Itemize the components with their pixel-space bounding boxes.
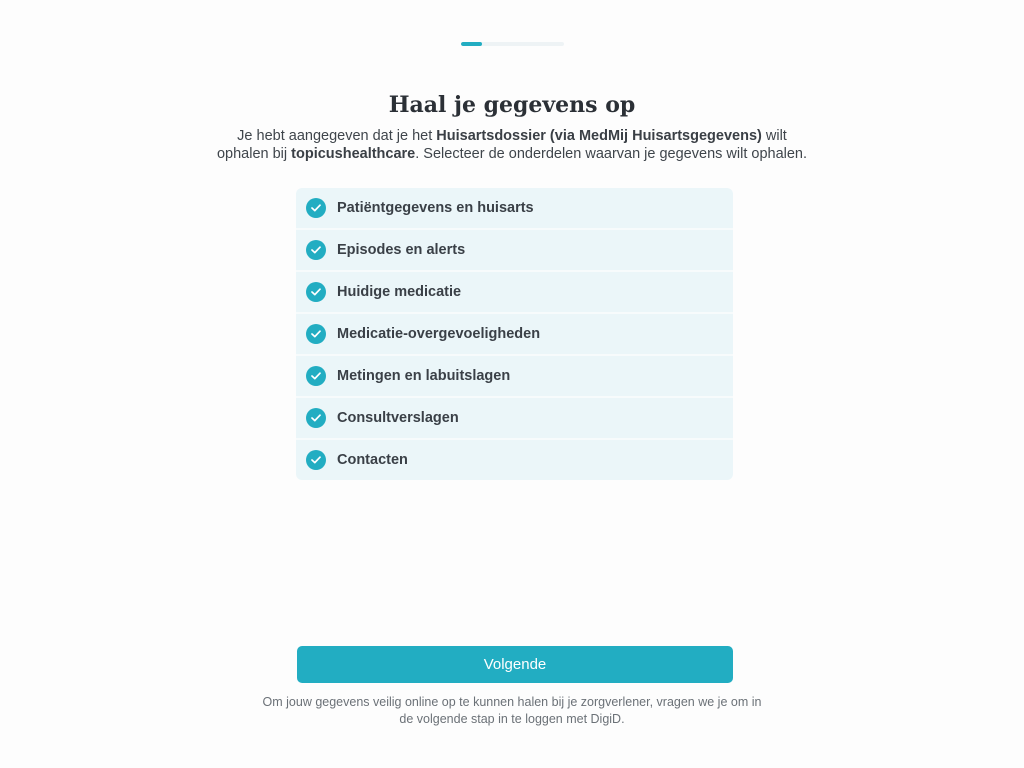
data-category-label: Episodes en alerts: [337, 242, 466, 258]
page-title: Haal je gegevens op: [388, 92, 636, 118]
intro-text: [212, 127, 812, 163]
checkmark-icon[interactable]: [306, 324, 326, 344]
checkmark-icon[interactable]: [306, 198, 326, 218]
data-category-label: Contacten: [337, 452, 408, 468]
data-category-item[interactable]: [296, 188, 733, 230]
checkmark-icon[interactable]: [306, 240, 326, 260]
intro-provider-name: topicushealthcare: [291, 146, 416, 162]
data-category-item[interactable]: [296, 314, 733, 356]
data-category-item[interactable]: [296, 356, 733, 398]
data-category-item[interactable]: [296, 272, 733, 314]
progress-bar: [461, 42, 564, 46]
data-category-label: Patiëntgegevens en huisarts: [337, 200, 534, 216]
intro-part-3: . Selecteer de onderdelen waarvan je gegevens wilt ophalen.: [415, 146, 808, 162]
data-category-label: Huidige medicatie: [337, 284, 462, 300]
data-category-item[interactable]: [296, 440, 733, 480]
checkmark-icon[interactable]: [306, 282, 326, 302]
data-category-item[interactable]: [296, 230, 733, 272]
checkmark-icon[interactable]: [306, 408, 326, 428]
data-category-label: Medicatie-overgevoeligheden: [337, 326, 541, 342]
checkmark-icon[interactable]: [306, 366, 326, 386]
data-category-list: [296, 188, 733, 480]
data-category-label: Consultverslagen: [337, 410, 459, 426]
intro-part-1: Je hebt aangegeven dat je het: [237, 128, 437, 144]
intro-part-2: wilt ophalen bij: [216, 128, 787, 162]
digid-login-note: Om jouw gegevens veilig online op te kunnen halen bij je zorgverlener, vragen we je om in de volgende stap in te loggen met DigiD.: [262, 695, 762, 726]
data-category-label: Metingen en labuitslagen: [337, 368, 511, 384]
checkmark-icon[interactable]: [306, 450, 326, 470]
intro-dossier-name: Huisartsdossier (via MedMij Huisartsgegevens): [436, 128, 762, 144]
data-category-item[interactable]: [296, 398, 733, 440]
progress-bar-fill: [461, 42, 482, 46]
next-button[interactable]: Volgende: [297, 646, 733, 683]
